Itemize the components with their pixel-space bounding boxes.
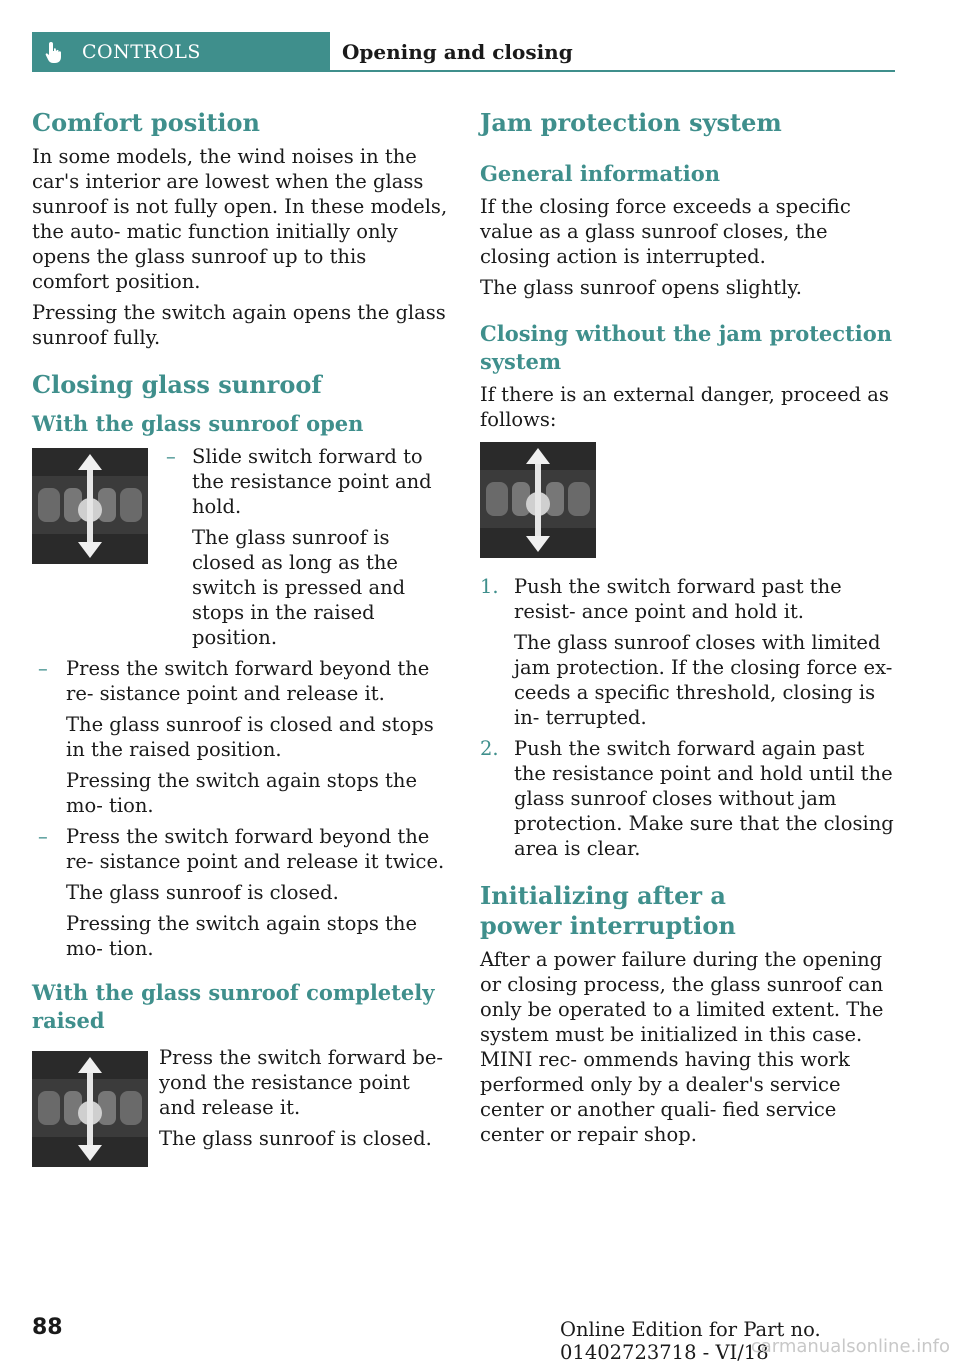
raised-paragraph-1: Press the switch forward be- yond the resistance point and release it. [159,1046,443,1119]
hand-pointer-icon [40,38,68,66]
page-header [32,32,895,72]
right-column [480,108,896,1153]
bullet-2-text: Press the switch forward beyond the re- sistance point and release it. [66,657,430,705]
bullet-2-subtext-1: The glass sunroof is closed and stops in the raised position. [66,713,434,761]
sunroof-switch-icon [480,442,596,558]
bullet-item-2: – Press the switch forward beyond the re- sistance point and release it. The glass sunroof is closed and stops in the raised position. Pressing the switch again stops the mo- tion. [32,656,448,818]
comfort-paragraph-1: In some models, the wind noises in the car's interior are lowest when the glass sunroof is not fully open. In these models, the auto- matic function initially only opens the glass sunroof up to this comfort position. [32,145,448,293]
raised-text-block [159,1045,447,1167]
step-2-text: Push the switch forward again past the resistance point and hold until the glass sunroof closes without jam protection. Make sure that the closing area is clear. [514,737,894,860]
bullet-3-text: Press the switch forward beyond the re- sistance point and release it twice. [66,825,445,873]
general-paragraph-2: The glass sunroof opens slightly. [480,276,802,299]
section-tab [32,32,330,72]
raised-paragraph-2: The glass sunroof is closed. [159,1127,432,1150]
switch-figure-2 [32,1051,148,1167]
bullet-item-1: – Slide switch forward to the resistance point and hold. The glass sunroof is closed as long as the switch is pressed and stops in the raised position. [160,444,448,650]
left-column [32,108,448,1167]
header-rule [330,70,895,72]
section-label: CONTROLS [82,41,201,63]
without-paragraph: If there is an external danger, proceed as follows: [480,383,889,431]
edition-text: Online Edition for Part no. 01402723718 - VI/18 [560,1318,821,1362]
bullet-1-text: Slide switch forward to the resistance point and hold. [192,445,432,518]
open-subheading: With the glass sunroof open [32,411,364,436]
sunroof-switch-icon [32,448,148,564]
bullet-item-3: – Press the switch forward beyond the re- sistance point and release it twice. The glass sunroof is closed. Pressing the switch again stops the mo- tion. [32,824,448,961]
closing-heading: Closing glass sunroof [32,370,322,399]
general-paragraph-1: If the closing force exceeds a specific value as a glass sunroof closes, the closing action is interrupted. [480,195,851,268]
page-title: Opening and closing [342,40,573,64]
without-subheading: Closing without the jam protection system [480,321,893,374]
general-subheading: General information [480,161,721,186]
numbered-item-2: 2. Push the switch forward again past the resistance point and hold until the glass sunroof closes without jam protection. Make sure that the closing area is clear. [480,736,896,861]
bullet-1-block [160,444,448,656]
sunroof-switch-icon [32,1051,148,1167]
switch-figure-3 [480,442,596,558]
comfort-heading: Comfort position [32,108,260,137]
open-figure-row [32,444,448,656]
switch-figure-1 [32,448,148,564]
bullet-3-subtext-1: The glass sunroof is closed. [66,881,339,904]
step-1-text: Push the switch forward past the resist- ance point and hold it. [514,575,842,623]
comfort-paragraph-2: Pressing the switch again opens the glass sunroof fully. [32,301,446,349]
bullet-2-subtext-2: Pressing the switch again stops the mo- tion. [66,769,417,817]
watermark: carmanualsonline.info [750,1336,950,1357]
jam-heading: Jam protection system [480,108,782,137]
numbered-item-1: 1. Push the switch forward past the resist- ance point and hold it. The glass sunroof closes with limited jam protection. If the closing force ex- ceeds a specific threshold, closing is in- terrupted. [480,574,896,730]
bullet-3-subtext-2: Pressing the switch again stops the mo- tion. [66,912,417,960]
init-heading: Initializing after a power interruption [480,881,736,940]
page-number: 88 [32,1315,63,1340]
bullet-1-subtext: The glass sunroof is closed as long as the switch is pressed and stops in the raised position. [192,526,406,649]
init-paragraph: After a power failure during the opening or closing process, the glass sunroof can only be operated to a limited extent. The system must be initialized in this case. MINI rec- ommends having this work performed only by a dealer's service center or another quali- fied service center or repair shop. [480,948,884,1146]
raised-subheading: With the glass sunroof completely raised [32,980,435,1033]
raised-figure-row [32,1045,448,1167]
step-1-subtext: The glass sunroof closes with limited jam protection. If the closing force ex- ceeds a specific threshold, closing is in- terrupted. [514,631,893,729]
